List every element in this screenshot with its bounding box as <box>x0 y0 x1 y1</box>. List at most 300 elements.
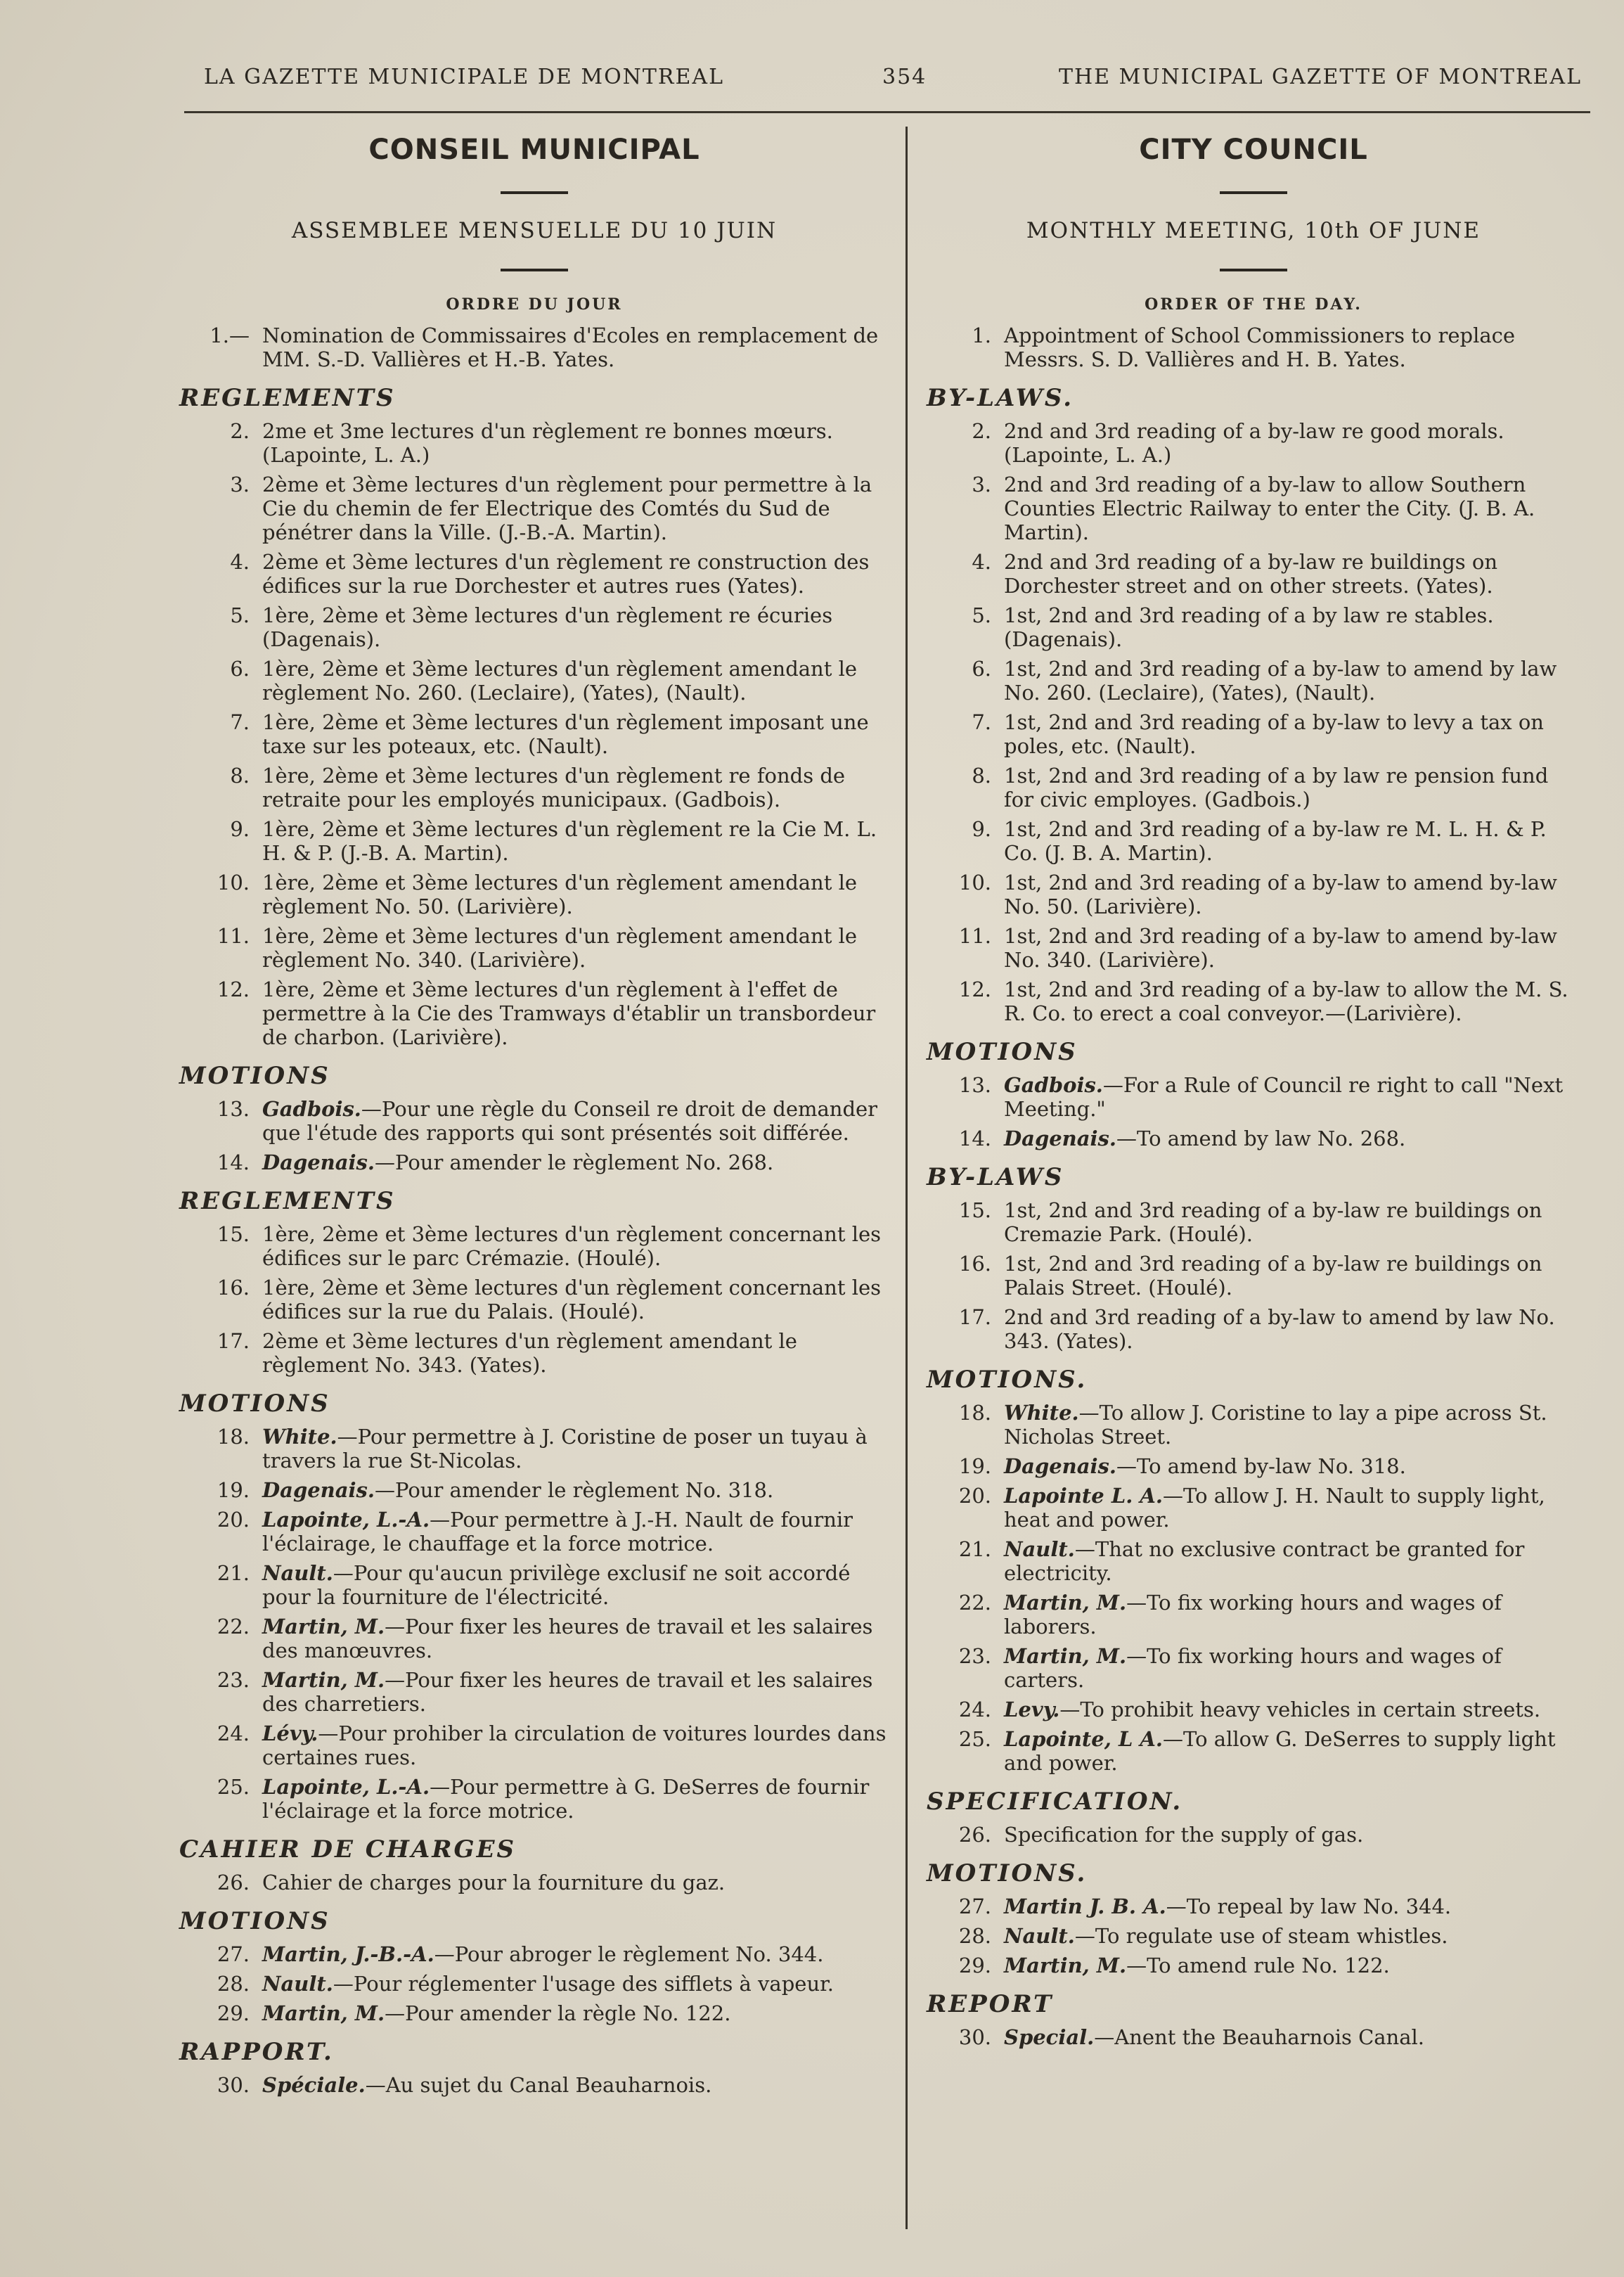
item-text: 1ère, 2ème et 3ème lectures d'un règlement amendant le règlement No. 340. (Larivière). <box>262 924 858 972</box>
item-text: —Pour permettre à J. Coristine de poser un tuyau à travers la rue St-Nicolas. <box>262 1425 868 1473</box>
item-body <box>262 323 889 371</box>
section-heading: MOTIONS. <box>927 1859 1088 1887</box>
agenda-item <box>927 1198 1580 1246</box>
item-body <box>262 924 889 972</box>
agenda-item <box>927 1727 1580 1775</box>
item-body <box>262 1615 889 1662</box>
item-number: 27. <box>217 1942 250 1966</box>
item-text: —Pour prohiber la circulation de voitures lourdes dans certaines rues. <box>262 1721 887 1769</box>
agenda-item <box>179 2073 889 2097</box>
item-text: 2ème et 3ème lectures d'un règlement pour permettre à la Cie du chemin de fer Electrique des Comtés du Sud de pénétrer dans la Ville. (J.-B.-A. Martin). <box>262 473 872 544</box>
agenda-item <box>179 603 889 651</box>
item-text: Cahier de charges pour la fourniture du gaz. <box>262 1871 726 1894</box>
item-number: 14. <box>958 1127 991 1150</box>
item-text: Specification for the supply of gas. <box>1004 1823 1364 1847</box>
item-text: 1st, 2nd and 3rd reading of a by-law to levy a tax on poles, etc. (Nault). <box>1004 710 1544 758</box>
item-body <box>262 1329 889 1377</box>
french-title: CONSEIL MUNICIPAL <box>368 134 700 166</box>
item-text: 1ère, 2ème et 3ème lectures d'un règlement concernant les édifices sur le parc Crémazie. (Houlé). <box>262 1222 882 1270</box>
item-number: 23. <box>958 1644 991 1668</box>
item-text: 1st, 2nd and 3rd reading of a by law re stables. (Dagenais). <box>1004 603 1494 651</box>
item-number: 3. <box>230 473 250 496</box>
agenda-item <box>179 550 889 598</box>
item-number: 26. <box>958 1823 991 1847</box>
english-column <box>927 134 1580 2055</box>
item-number: 6. <box>230 657 250 681</box>
agenda-item <box>179 473 889 544</box>
item-text: —To fix working hours and wages of laborers. <box>1004 1591 1502 1638</box>
agenda-item <box>179 924 889 972</box>
item-body <box>1004 1823 1580 1847</box>
item-number: 25. <box>217 1775 250 1799</box>
item-number: 30. <box>217 2073 250 2097</box>
running-head <box>204 65 1582 100</box>
item-mover: Nault. <box>1004 1537 1075 1561</box>
item-mover: Dagenais. <box>1004 1127 1116 1150</box>
item-text: 2nd and 3rd reading of a by-law re good morals. (Lapointe, L. A.) <box>1004 419 1504 467</box>
item-mover: Spéciale. <box>262 2073 366 2097</box>
item-number: 18. <box>217 1425 250 1449</box>
item-text: —Pour fixer les heures de travail et les salaires des charretiers. <box>262 1668 873 1716</box>
item-number: 17. <box>217 1329 250 1353</box>
item-text: 1ère, 2ème et 3ème lectures d'un règlement imposant une taxe sur les poteaux, etc. (Nault). <box>262 710 869 758</box>
agenda-item <box>179 1329 889 1377</box>
item-text: —To amend by-law No. 318. <box>1116 1454 1406 1478</box>
item-text: 1st, 2nd and 3rd reading of a by-law to allow the M. S. R. Co. to erect a coal conveyor.—(Larivière). <box>1004 977 1568 1025</box>
section-heading: BY-LAWS <box>927 1163 1064 1191</box>
item-number: 8. <box>230 764 250 788</box>
item-text: —That no exclusive contract be granted for electricity. <box>1004 1537 1525 1585</box>
item-number: 29. <box>958 1954 991 1977</box>
item-body <box>262 710 889 758</box>
item-body <box>1004 419 1580 467</box>
item-text: —Pour fixer les heures de travail et les salaires des manœuvres. <box>262 1615 873 1662</box>
item-text: 1ère, 2ème et 3ème lectures d'un règlement amendant le règlement No. 50. (Larivière). <box>262 871 858 918</box>
item-mover: White. <box>1004 1401 1079 1425</box>
agenda-item <box>927 1073 1580 1121</box>
item-text: —Pour amender le règlement No. 318. <box>374 1478 774 1502</box>
item-text: —To allow J. H. Nault to supply light, heat and power. <box>1004 1484 1545 1532</box>
section-heading: MOTIONS <box>179 1390 330 1418</box>
agenda-item <box>927 764 1580 812</box>
item-text: 1ère, 2ème et 3ème lectures d'un règlement re la Cie M. L. H. & P. (J.-B. A. Martin). <box>262 817 877 865</box>
item-body <box>1004 603 1580 651</box>
item-number: 15. <box>217 1222 250 1246</box>
french-agenda <box>179 323 889 2097</box>
item-number: 1.— <box>210 323 250 347</box>
item-body <box>262 1508 889 1556</box>
agenda-item <box>927 924 1580 972</box>
item-text: 2nd and 3rd reading of a by-law to amend by law No. 343. (Yates). <box>1004 1305 1555 1353</box>
agenda-item <box>179 1097 889 1145</box>
item-number: 15. <box>958 1198 991 1222</box>
agenda-item <box>927 1591 1580 1638</box>
item-mover: Lévy. <box>262 1721 318 1745</box>
section-heading: REPORT <box>927 1990 1054 2018</box>
agenda-item <box>179 657 889 705</box>
agenda-item <box>927 1894 1580 1918</box>
item-body <box>262 2073 889 2097</box>
agenda-item <box>179 1775 889 1823</box>
item-text: —Pour amender la règle No. 122. <box>385 2001 731 2025</box>
agenda-item <box>927 871 1580 918</box>
item-number: 21. <box>958 1537 991 1561</box>
item-number: 20. <box>217 1508 250 1532</box>
item-number: 12. <box>217 977 250 1001</box>
item-body <box>1004 1198 1580 1246</box>
agenda-item <box>179 817 889 865</box>
item-body <box>1004 1537 1580 1585</box>
item-mover: Nault. <box>262 1561 333 1585</box>
english-agenda <box>927 323 1580 2049</box>
subtitle-rule <box>1220 269 1287 271</box>
item-text: 1st, 2nd and 3rd reading of a by-law re buildings on Palais Street. (Houlé). <box>1004 1252 1542 1300</box>
item-body <box>262 1668 889 1716</box>
item-number: 13. <box>217 1097 250 1121</box>
item-text: 1ère, 2ème et 3ème lectures d'un règlement re écuries (Dagenais). <box>262 603 833 651</box>
item-mover: Martin, M. <box>1004 1954 1127 1977</box>
item-text: —To amend by law No. 268. <box>1116 1127 1406 1150</box>
agenda-item <box>179 1668 889 1716</box>
item-body <box>262 2001 889 2025</box>
french-column <box>179 134 889 2103</box>
item-body <box>262 764 889 812</box>
item-body <box>1004 2025 1580 2049</box>
agenda-item <box>179 1721 889 1769</box>
item-number: 13. <box>958 1073 991 1097</box>
item-mover: Dagenais. <box>262 1150 375 1174</box>
agenda-item <box>927 710 1580 758</box>
agenda-item <box>927 1252 1580 1300</box>
agenda-item <box>179 977 889 1049</box>
item-number: 27. <box>958 1894 991 1918</box>
item-number: 18. <box>958 1401 991 1425</box>
agenda-item <box>927 1537 1580 1585</box>
item-text: 1st, 2nd and 3rd reading of a by law re pension fund for civic employes. (Gadbois.) <box>1004 764 1549 812</box>
item-number: 11. <box>958 924 991 948</box>
item-text: 2nd and 3rd reading of a by-law to allow Southern Counties Electric Railway to enter the City. (J. B. A. Martin). <box>1004 473 1535 544</box>
item-number: 7. <box>972 710 991 734</box>
item-body <box>262 1276 889 1323</box>
item-text: —To amend rule No. 122. <box>1126 1954 1390 1977</box>
item-mover: Martin, M. <box>262 2001 385 2025</box>
agenda-item <box>927 1698 1580 1721</box>
item-number: 11. <box>217 924 250 948</box>
agenda-item <box>179 1561 889 1609</box>
section-heading: REGLEMENTS <box>179 384 396 412</box>
agenda-item <box>179 1425 889 1473</box>
item-text: —To regulate use of steam whistles. <box>1074 1924 1448 1948</box>
item-number: 4. <box>972 550 991 574</box>
item-number: 7. <box>230 710 250 734</box>
header-rule <box>184 111 1590 113</box>
item-body <box>1004 1252 1580 1300</box>
item-text: —Au sujet du Canal Beauharnois. <box>365 2073 712 2097</box>
item-text: —To prohibit heavy vehicles in certain streets. <box>1059 1698 1541 1721</box>
item-body <box>1004 1894 1580 1918</box>
item-body <box>1004 1454 1580 1478</box>
item-number: 4. <box>230 550 250 574</box>
agenda-item <box>927 1401 1580 1449</box>
section-heading: CAHIER DE CHARGES <box>179 1835 517 1864</box>
item-mover: Nault. <box>1004 1924 1075 1948</box>
item-number: 5. <box>972 603 991 627</box>
item-number: 28. <box>958 1924 991 1948</box>
item-mover: Nault. <box>262 1972 333 1996</box>
item-number: 14. <box>217 1150 250 1174</box>
item-number: 25. <box>958 1727 991 1751</box>
item-number: 8. <box>972 764 991 788</box>
section-heading: MOTIONS <box>179 1907 330 1935</box>
agenda-item <box>927 419 1580 467</box>
item-body <box>1004 924 1580 972</box>
item-text: Appointment of School Commissioners to replace Messrs. S. D. Vallières and H. B. Yates. <box>1004 323 1516 371</box>
page-number: 354 <box>882 65 927 89</box>
section-heading: MOTIONS <box>179 1062 330 1090</box>
agenda-item <box>179 419 889 467</box>
item-number: 20. <box>958 1484 991 1508</box>
section-heading: REGLEMENTS <box>179 1187 396 1215</box>
running-head-french: LA GAZETTE MUNICIPALE DE MONTREAL <box>204 65 725 89</box>
item-text: 1st, 2nd and 3rd reading of a by-law re M. L. H. & P. Co. (J. B. A. Martin). <box>1004 817 1547 865</box>
item-mover: Gadbois. <box>262 1097 361 1121</box>
item-body <box>1004 1305 1580 1353</box>
item-body <box>1004 473 1580 544</box>
item-text: 1st, 2nd and 3rd reading of a by-law to amend by-law No. 340. (Larivière). <box>1004 924 1557 972</box>
agenda-item <box>179 323 889 371</box>
item-number: 12. <box>958 977 991 1001</box>
item-text: 1ère, 2ème et 3ème lectures d'un règlement à l'effet de permettre à la Cie des Tramways d'établir un transbordeur de charbon. (Larivière). <box>262 977 876 1049</box>
item-text: —Pour amender le règlement No. 268. <box>374 1150 774 1174</box>
agenda-item <box>179 1508 889 1556</box>
item-mover: Levy. <box>1004 1698 1060 1721</box>
item-body <box>262 1222 889 1270</box>
item-number: 6. <box>972 657 991 681</box>
item-mover: Gadbois. <box>1004 1073 1103 1097</box>
item-mover: Martin, M. <box>1004 1591 1127 1615</box>
item-body <box>1004 550 1580 598</box>
item-mover: Lapointe, L A. <box>1004 1727 1164 1751</box>
item-text: 2ème et 3ème lectures d'un règlement re construction des édifices sur la rue Dorchester et autres rues (Yates). <box>262 550 870 598</box>
agenda-item <box>927 657 1580 705</box>
agenda-item <box>179 1871 889 1894</box>
item-text: —Anent the Beauharnois Canal. <box>1094 2025 1425 2049</box>
item-text: Nomination de Commissaires d'Ecoles en remplacement de MM. S.-D. Vallières et H.-B. Yates. <box>262 323 879 371</box>
item-body <box>262 871 889 918</box>
item-body <box>262 1942 889 1966</box>
item-body <box>262 473 889 544</box>
agenda-item <box>179 2001 889 2025</box>
item-mover: Martin, M. <box>1004 1644 1127 1668</box>
agenda-item <box>927 1454 1580 1478</box>
item-body <box>262 657 889 705</box>
item-text: —Pour permettre à J.-H. Nault de fournir l'éclairage, le chauffage et la force motrice. <box>262 1508 853 1556</box>
item-number: 1. <box>972 323 991 347</box>
item-mover: Lapointe, L.-A. <box>262 1508 430 1532</box>
agenda-item <box>927 817 1580 865</box>
item-number: 9. <box>972 817 991 841</box>
item-mover: White. <box>262 1425 337 1449</box>
item-number: 22. <box>958 1591 991 1615</box>
item-text: —Pour réglementer l'usage des sifflets à vapeur. <box>333 1972 834 1996</box>
agenda-item <box>927 977 1580 1025</box>
item-body <box>262 1721 889 1769</box>
item-body <box>1004 1484 1580 1532</box>
item-number: 24. <box>958 1698 991 1721</box>
agenda-item <box>927 1924 1580 1948</box>
agenda-item <box>179 1972 889 1996</box>
english-subtitle: MONTHLY MEETING, 10th OF JUNE <box>1026 218 1481 243</box>
item-text: —Pour qu'aucun privilège exclusif ne soit accordé pour la fourniture de l'électricité. <box>262 1561 851 1609</box>
item-text: 1st, 2nd and 3rd reading of a by-law re buildings on Cremazie Park. (Houlé). <box>1004 1198 1542 1246</box>
item-number: 10. <box>958 871 991 894</box>
item-body <box>1004 1127 1580 1150</box>
item-mover: Special. <box>1004 2025 1095 2049</box>
item-number: 16. <box>217 1276 250 1300</box>
item-number: 19. <box>217 1478 250 1502</box>
item-body <box>1004 657 1580 705</box>
item-number: 5. <box>230 603 250 627</box>
item-body <box>1004 1727 1580 1775</box>
item-text: 2me et 3me lectures d'un règlement re bonnes mœurs. (Lapointe, L. A.) <box>262 419 833 467</box>
item-text: —For a Rule of Council re right to call "Next Meeting." <box>1004 1073 1564 1121</box>
item-number: 22. <box>217 1615 250 1638</box>
item-number: 2. <box>972 419 991 443</box>
item-body <box>262 817 889 865</box>
item-text: —To fix working hours and wages of carters. <box>1004 1644 1502 1692</box>
english-title: CITY COUNCIL <box>1139 134 1368 166</box>
item-mover: Martin, M. <box>262 1615 385 1638</box>
agenda-item <box>927 550 1580 598</box>
item-mover: Martin, J.-B.-A. <box>262 1942 434 1966</box>
item-number: 9. <box>230 817 250 841</box>
item-number: 28. <box>217 1972 250 1996</box>
agenda-item <box>179 1150 889 1174</box>
item-text: —To allow G. DeSerres to supply light and power. <box>1004 1727 1556 1775</box>
item-body <box>1004 1644 1580 1692</box>
item-body <box>1004 1073 1580 1121</box>
agenda-item <box>927 1484 1580 1532</box>
item-body <box>1004 323 1580 371</box>
section-heading: MOTIONS <box>927 1038 1078 1066</box>
item-body <box>1004 1401 1580 1449</box>
agenda-item <box>927 2025 1580 2049</box>
agenda-item <box>179 1942 889 1966</box>
item-mover: Dagenais. <box>262 1478 375 1502</box>
item-body <box>262 1425 889 1473</box>
section-heading: MOTIONS. <box>927 1366 1088 1394</box>
item-mover: Martin, M. <box>262 1668 385 1692</box>
title-rule <box>501 191 568 194</box>
column-divider <box>906 127 908 2229</box>
agenda-item <box>927 1644 1580 1692</box>
item-body <box>262 977 889 1049</box>
item-text: —Pour permettre à G. DeSerres de fournir l'éclairage et la force motrice. <box>262 1775 870 1823</box>
item-number: 21. <box>217 1561 250 1585</box>
item-body <box>262 1775 889 1823</box>
agenda-item <box>179 1276 889 1323</box>
item-body <box>1004 1924 1580 1948</box>
agenda-item <box>927 1305 1580 1353</box>
agenda-item <box>927 1954 1580 1977</box>
item-text: 1ère, 2ème et 3ème lectures d'un règlement re fonds de retraite pour les employés municipaux. (Gadbois). <box>262 764 846 812</box>
french-order-label: ORDRE DU JOUR <box>446 295 623 314</box>
item-body <box>262 603 889 651</box>
item-number: 30. <box>958 2025 991 2049</box>
item-body <box>262 1478 889 1502</box>
item-text: 1st, 2nd and 3rd reading of a by-law to amend by law No. 260. (Leclaire), (Yates), (Nault). <box>1004 657 1557 705</box>
agenda-item <box>179 1222 889 1270</box>
item-text: —Pour abroger le règlement No. 344. <box>434 1942 824 1966</box>
section-heading: SPECIFICATION. <box>927 1788 1183 1816</box>
agenda-item <box>179 1615 889 1662</box>
agenda-item <box>927 603 1580 651</box>
item-mover: Dagenais. <box>1004 1454 1116 1478</box>
item-body <box>262 1972 889 1996</box>
section-heading: BY-LAWS. <box>927 384 1074 412</box>
item-body <box>262 1561 889 1609</box>
agenda-item <box>179 871 889 918</box>
item-text: —Pour une règle du Conseil re droit de demander que l'étude des rapports qui sont présentés soit différée. <box>262 1097 878 1145</box>
title-rule <box>1220 191 1287 194</box>
item-body <box>1004 817 1580 865</box>
item-body <box>1004 1954 1580 1977</box>
item-number: 2. <box>230 419 250 443</box>
item-text: 1ère, 2ème et 3ème lectures d'un règlement amendant le règlement No. 260. (Leclaire), (Yates), (Nault). <box>262 657 858 705</box>
agenda-item <box>927 1127 1580 1150</box>
item-number: 17. <box>958 1305 991 1329</box>
item-number: 24. <box>217 1721 250 1745</box>
english-order-label: ORDER OF THE DAY. <box>1145 295 1362 314</box>
item-number: 16. <box>958 1252 991 1276</box>
item-number: 3. <box>972 473 991 496</box>
item-body <box>1004 710 1580 758</box>
agenda-item <box>927 1823 1580 1847</box>
agenda-item <box>179 1478 889 1502</box>
subtitle-rule <box>501 269 568 271</box>
item-mover: Lapointe, L.-A. <box>262 1775 430 1799</box>
running-head-english: THE MUNICIPAL GAZETTE OF MONTREAL <box>1058 65 1582 89</box>
item-body <box>262 419 889 467</box>
item-text: —To repeal by law No. 344. <box>1166 1894 1452 1918</box>
section-heading: RAPPORT. <box>179 2038 334 2066</box>
agenda-item <box>179 764 889 812</box>
agenda-item <box>927 473 1580 544</box>
item-body <box>1004 1698 1580 1721</box>
item-body <box>1004 871 1580 918</box>
item-text: —To allow J. Coristine to lay a pipe across St. Nicholas Street. <box>1004 1401 1547 1449</box>
item-text: 1ère, 2ème et 3ème lectures d'un règlement concernant les édifices sur la rue du Palais. (Houlé). <box>262 1276 882 1323</box>
agenda-item <box>927 323 1580 371</box>
item-text: 2nd and 3rd reading of a by-law re buildings on Dorchester street and on other streets. (Yates). <box>1004 550 1497 598</box>
item-text: 1st, 2nd and 3rd reading of a by-law to amend by-law No. 50. (Larivière). <box>1004 871 1557 918</box>
item-mover: Martin J. B. A. <box>1004 1894 1166 1918</box>
item-mover: Lapointe L. A. <box>1004 1484 1164 1508</box>
item-body <box>1004 1591 1580 1638</box>
item-body <box>1004 764 1580 812</box>
item-number: 23. <box>217 1668 250 1692</box>
agenda-item <box>179 710 889 758</box>
french-subtitle: ASSEMBLEE MENSUELLE DU 10 JUIN <box>291 218 778 243</box>
item-body <box>262 1150 889 1174</box>
item-number: 26. <box>217 1871 250 1894</box>
item-body <box>1004 977 1580 1025</box>
item-text: 2ème et 3ème lectures d'un règlement amendant le règlement No. 343. (Yates). <box>262 1329 797 1377</box>
item-body <box>262 1871 889 1894</box>
item-number: 10. <box>217 871 250 894</box>
item-body <box>262 550 889 598</box>
item-number: 19. <box>958 1454 991 1478</box>
